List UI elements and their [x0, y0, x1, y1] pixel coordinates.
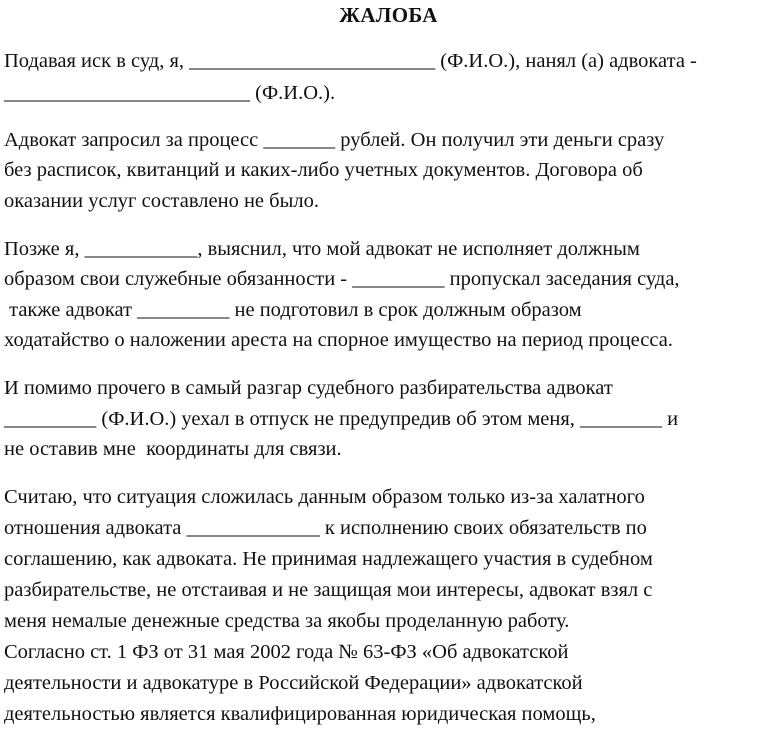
paragraph-5-line-5: меня немалые денежные средства за якобы проделанную работу.	[4, 610, 570, 632]
paragraph-3-line-4: ходатайство о наложении ареста на спорное имущество на период процесса.	[4, 329, 673, 351]
paragraph-3-line-1: Позже я, ___________, выяснил, что мой адвокат не исполняет должным	[4, 238, 640, 260]
paragraph-1-line-1: Подавая иск в суд, я, ________________________ (Ф.И.О.), нанял (а) адвоката -	[4, 50, 697, 72]
paragraph-4-line-2: _________ (Ф.И.О.) уехал в отпуск не предупредив об этом меня, ________ и	[4, 408, 679, 430]
paragraph-6-line-1: Согласно ст. 1 ФЗ от 31 мая 2002 года № 63-ФЗ «Об адвокатской	[4, 641, 569, 663]
paragraph-5-line-4: разбирательстве, не отстаивая и не защищая мои интересы, адвокат взял с	[4, 579, 653, 601]
paragraph-5-line-1: Считаю, что ситуация сложилась данным образом только из-за халатного	[4, 486, 645, 508]
document-title: ЖАЛОБА	[339, 3, 438, 27]
paragraph-2-line-3: оказании услуг составлено не было.	[4, 190, 319, 212]
paragraph-6-line-3: деятельностью является квалифицированная юридическая помощь,	[4, 703, 596, 725]
paragraph-5-line-3: соглашению, как адвоката. Не принимая надлежащего участия в судебном	[4, 548, 653, 570]
paragraph-2-line-2: без расписок, квитанций и каких-либо учетных документов. Договора об	[4, 159, 643, 181]
paragraph-1-line-2: ________________________ (Ф.И.О.).	[4, 82, 336, 104]
paragraph-2-line-1: Адвокат запросил за процесс _______ рублей. Он получил эти деньги сразу	[4, 129, 665, 151]
paragraph-3-line-2: образом свои служебные обязанности - _________ пропускал заседания суда,	[4, 268, 680, 290]
paragraph-5-line-2: отношения адвоката _____________ к исполнению своих обязательств по	[4, 517, 647, 539]
paragraph-4-line-1: И помимо прочего в самый разгар судебного разбирательства адвокат	[4, 377, 613, 399]
paragraph-4-line-3: не оставив мне координаты для связи.	[4, 438, 342, 460]
paragraph-3-line-3: также адвокат _________ не подготовил в срок должным образом	[4, 299, 582, 321]
paragraph-6-line-2: деятельности и адвокатуре в Российской Федерации» адвокатской	[4, 672, 583, 694]
